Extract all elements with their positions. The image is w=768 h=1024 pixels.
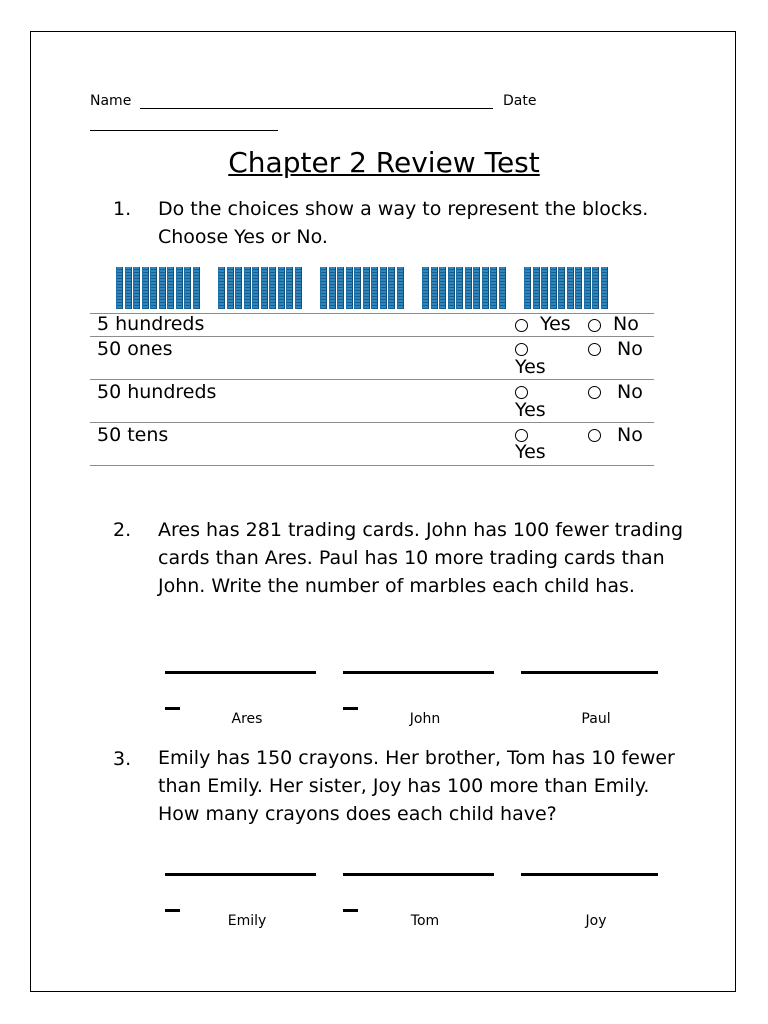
q1-number: 1. — [113, 198, 132, 220]
choice-row-label: 50 tens — [97, 424, 169, 446]
ten-rod — [167, 267, 174, 309]
q1-text: Do the choices show a way to represent the blocks. Choose Yes or No. — [158, 198, 649, 248]
ten-rod — [448, 267, 455, 309]
ten-rod — [252, 267, 259, 309]
answer-line-john[interactable] — [343, 671, 494, 674]
child-name-label: Tom — [410, 913, 440, 929]
ten-rod — [482, 267, 489, 309]
ten-rod — [465, 267, 472, 309]
ten-rod — [329, 267, 336, 309]
ten-rod — [295, 267, 302, 309]
child-name-label: Emily — [227, 913, 267, 929]
ten-rod-group — [422, 267, 507, 309]
ten-rod — [142, 267, 149, 309]
answer-dash — [165, 909, 180, 912]
ten-rod — [278, 267, 285, 309]
ten-rod — [397, 267, 404, 309]
ten-rod — [354, 267, 361, 309]
no-label: No — [617, 381, 643, 403]
child-name-label: Ares — [231, 711, 263, 727]
q2-text: Ares has 281 trading cards. John has 100 fewer trading cards than Ares. Paul has 10 more trading cards than John. Write the number of marbles each child has. — [158, 519, 684, 597]
table-divider — [90, 465, 654, 466]
ten-rod — [431, 267, 438, 309]
no-radio[interactable] — [588, 343, 601, 356]
ten-rod — [150, 267, 157, 309]
ten-rod — [363, 267, 370, 309]
ten-rod — [337, 267, 344, 309]
choice-row-label: 5 hundreds — [97, 313, 205, 335]
ten-rod-group — [116, 267, 201, 309]
answer-line-emily[interactable] — [165, 873, 316, 876]
answer-dash — [343, 707, 358, 710]
ten-rod — [218, 267, 225, 309]
ten-rod — [244, 267, 251, 309]
q3-number: 3. — [113, 748, 132, 770]
no-radio[interactable] — [588, 319, 601, 332]
yes-radio[interactable] — [515, 343, 528, 356]
ten-rod — [567, 267, 574, 309]
no-radio[interactable] — [588, 386, 601, 399]
date-blank[interactable] — [90, 130, 278, 131]
ten-rod — [439, 267, 446, 309]
ten-rod — [550, 267, 557, 309]
ten-rod — [601, 267, 608, 309]
ten-rod — [227, 267, 234, 309]
table-divider — [90, 336, 654, 337]
ten-rod — [575, 267, 582, 309]
ten-rod — [320, 267, 327, 309]
ten-rod — [116, 267, 123, 309]
ten-rod — [558, 267, 565, 309]
ten-rod — [456, 267, 463, 309]
answer-dash — [165, 707, 180, 710]
ten-rod — [541, 267, 548, 309]
child-name-label: Paul — [581, 711, 611, 727]
answer-line-ares[interactable] — [165, 671, 316, 674]
ten-rod — [380, 267, 387, 309]
ten-rod — [133, 267, 140, 309]
q2-number: 2. — [113, 519, 132, 541]
answer-line-paul[interactable] — [521, 671, 658, 674]
ten-rod — [533, 267, 540, 309]
ten-rod — [490, 267, 497, 309]
ten-rod — [499, 267, 506, 309]
no-label: No — [613, 313, 639, 335]
table-divider — [90, 422, 654, 423]
ten-rod — [193, 267, 200, 309]
ten-rod-group — [218, 267, 303, 309]
q3-text: Emily has 150 crayons. Her brother, Tom has 10 fewer than Emily. Her sister, Joy has 100 more than Emily. How many crayons does each child have? — [158, 747, 675, 825]
ten-rod — [235, 267, 242, 309]
ten-rod — [269, 267, 276, 309]
page-title: Chapter 2 Review Test — [228, 146, 540, 179]
yes-radio[interactable] — [515, 319, 528, 332]
yes-radio[interactable] — [515, 386, 528, 399]
yes-label: Yes — [540, 313, 571, 335]
no-label: No — [617, 424, 643, 446]
ten-rod — [371, 267, 378, 309]
ten-rod-group — [524, 267, 609, 309]
name-blank[interactable] — [140, 108, 493, 109]
ten-rod — [286, 267, 293, 309]
ten-rod — [584, 267, 591, 309]
ten-rod — [176, 267, 183, 309]
ten-rod — [473, 267, 480, 309]
answer-line-joy[interactable] — [521, 873, 658, 876]
ten-rod — [346, 267, 353, 309]
child-name-label: John — [409, 711, 441, 727]
yes-label: Yes — [515, 399, 546, 421]
yes-label: Yes — [515, 356, 546, 378]
answer-line-tom[interactable] — [343, 873, 494, 876]
no-label: No — [617, 338, 643, 360]
ten-rod — [388, 267, 395, 309]
ten-rod — [261, 267, 268, 309]
ten-rod — [159, 267, 166, 309]
ten-rod-group — [320, 267, 405, 309]
answer-dash — [343, 909, 358, 912]
choice-row-label: 50 hundreds — [97, 381, 217, 403]
ten-rod — [125, 267, 132, 309]
no-radio[interactable] — [588, 429, 601, 442]
ten-rod — [592, 267, 599, 309]
date-label: Date — [503, 93, 537, 109]
name-label: Name — [90, 93, 132, 109]
ten-rod — [422, 267, 429, 309]
table-divider — [90, 379, 654, 380]
ten-rod — [524, 267, 531, 309]
child-name-label: Joy — [585, 913, 607, 929]
yes-label: Yes — [515, 441, 546, 463]
choice-row-label: 50 ones — [97, 338, 173, 360]
ten-rod — [184, 267, 191, 309]
